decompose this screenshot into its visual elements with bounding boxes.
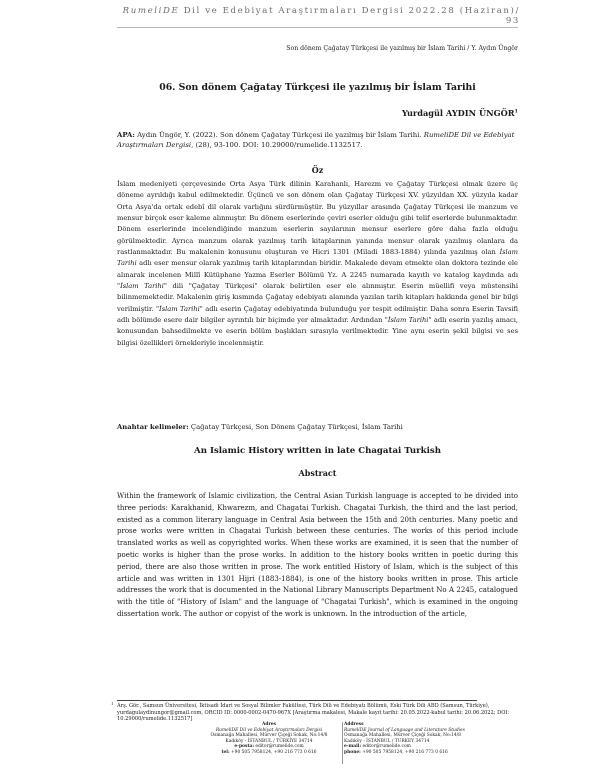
address-line: Osmanağa Mahallesi, Mürver Çiçeği Sokak, No:14/8 [210, 733, 328, 739]
email-value: editor@rumelide.com [253, 744, 304, 750]
address-english [344, 722, 504, 756]
footnote-mark: 1 [111, 701, 114, 706]
oz-part-2: adlı eser mensur olarak yazılmış tarih kitaplarından biridir. Makalede devam etmekte olan doktora tezinde ele alınarak incelenen Millî Kütüphane Yazma Eserler Bölümü Yz. A 2245 numarada kayıtlı ve katalog kaydında adı [117, 259, 518, 279]
phone-label: tel: [221, 749, 230, 755]
header-rule [117, 27, 518, 28]
journal-issue-page: Dil ve Edebiyat Araştırmaları Dergisi 2022.28 (Haziran)/ 93 [179, 6, 520, 26]
author-name: Yurdagül AYDIN ÜNGÖR [401, 108, 515, 118]
oz-abstract [117, 179, 518, 349]
apa-label: APA: [117, 131, 135, 139]
oz-title-ref-2: "İslam Tarihi" [117, 282, 167, 291]
address-line: Kadıköy - İSTANBUL / TURKEY 34714 [344, 738, 430, 744]
email-value: editor@rumelide.com [361, 744, 411, 750]
address-line: RumeliDE Journal of Language and Literature Studies [344, 727, 465, 733]
address-label: Address [344, 722, 364, 727]
author [402, 108, 518, 118]
address-line: Osmanağa Mahallesi, Mürver Çiçeği Sokak, No:14/8 [344, 733, 461, 739]
apa-citation [117, 130, 518, 151]
article-title: 06. Son dönem Çağatay Türkçesi ile yazılmış bir İslam Tarihi [159, 82, 476, 93]
journal-header [117, 6, 520, 26]
running-head: Son dönem Çağatay Türkçesi ile yazılmış bir İslam Tarihi / Y. Aydın Üngör [286, 45, 518, 52]
oz-part-3: dili "Çağatay Türkçesi" olarak belirtilen eser ele alınmıştır. Eserin müellifi veya müstensihi bilinmemektedir. Makalenin giriş kısmında Çağatay edebiyatı alanında yazılan tarih kitapları hakkında genel bir bilgi verilmiştir. [117, 282, 519, 313]
oz-part-4: adlı eserin Çağatay edebiyatında bulunduğu yer tespit edilmiştir. Daha sonra Eserin Tavsifi adlı bölümde esere dair bilgiler ayrıntılı bir biçimde yer almaktadır. Ardından [117, 304, 518, 325]
author-footnote-mark: 1 [514, 108, 518, 115]
keywords [117, 423, 518, 431]
email-label: e-posta: [234, 744, 254, 750]
oz-part-5: adlı eserin yazılış amacı, konusundan bahsedilmekte ve eserin bölüm başlıkları sırasıyla verilmektedir. Yine aynı eserin şekil bilgisi ve ses bilgisi özellikleri örnekleriyle incelenmiştir. [117, 316, 518, 347]
oz-part-1: İslam medeniyeti çerçevesinde Orta Asya Türk dilinin Karahanlı, Harezm ve Çağatay Türkçesi olmak üzere üç döneme ayrıldığı kabul edilmektedir. Üçüncü ve son dönem olan Çağatay Türkçesi XV. yüzyıldan XX. yüzyıla kadar Orta Asya'da ortak edebî dil olarak varlığını sürdürmüştür. Bu yüzyıllar arasında Çağatay Türkçesi ile manzum ve mensur birçok eser kaleme alınmıştır. Bu dönem eserlerinde çeviri eserler olduğu gibi telif eserlerde bulunmaktadır. Dönem eserlerinde incelendiğinde manzum eserlerin sayılarının mensur eserlere göre daha fazla olduğu görülmektedir. Ayrıca manzum olarak yazılmış tarih kitaplarının yanında mensur olarak yazılmış olanlara da rastlanmaktadır. Bu makalenin konusunu oluşturan ve Hicri 1301 (Miladi 1883-1884) yılında yazılmış olan [117, 180, 518, 257]
address-phone [344, 750, 504, 756]
footnote-text: Arş. Gör., Samsun Üniversitesi, İktisadi İdari ve Sosyal Bilimler Fakültesi, Türk Dili ve Edebiyatı Bölümü, Eski Türk Dili ABD (Samsun, Türkiye), yurdagulaydinungor@gmail.com, ORCID ID: 0000-0002-0470-967X [Araştırma makalesi, Makale kayıt tarihi: 20.05.2022-kabul tarihi: 20.06.2022; DOI: 10.29000/rumelide.1132517] [117, 703, 510, 723]
oz-title-ref-1: İslam Tarihi [117, 248, 518, 268]
address-line: RumeliDE Dil ve Edebiyat Araştırmaları Dergisi [215, 727, 323, 733]
keywords-text: Çağatay Türkçesi, Son Dönem Çağatay Türkçesi, İslam Tarihi [188, 423, 403, 431]
journal-name: RumeliDE [122, 6, 180, 16]
address-line: Kadıköy - İSTANBUL / TÜRKİYE 34714 [225, 738, 313, 744]
keywords-label: Anahtar kelimeler: [117, 423, 189, 431]
address-divider [342, 722, 343, 764]
address-turkish [198, 722, 340, 756]
oz-heading: Öz [311, 165, 324, 175]
english-title: An Islamic History written in late Chagatai Turkish [194, 446, 441, 456]
address-phone [198, 750, 340, 756]
footnote-rule [117, 700, 477, 701]
phone-value: +90 505 7958124, +90 216 773 0 616 [360, 749, 448, 755]
apa-journal: RumeliDE Dil ve Edebiyat Araştırmaları Dergisi [117, 131, 515, 150]
email-label: e-mail: [344, 744, 362, 750]
apa-tail: , (28), 93-100. DOI: 10.29000/rumelide.1132517. [191, 141, 363, 150]
abstract-heading: Abstract [298, 468, 337, 478]
english-abstract: Within the framework of Islamic civilization, the Central Asian Turkish language is accepted to be divided into three periods: Karakhanid, Khwarezm, and Chagatai Turkish. Chagatai Turkish, the third and the last period, existed as a common literary language in Central Asia between the 15th and 20th centuries. Many poetic and prose works were written in Chagatai Turkish between these centuries. The works of this period include translated works as well as copyrighted works. When these works are examined, it is seen that the number of poetic works is higher than the prose works. In addition to the history books written in poetic during this period, there are also those written in prose. The work entitled History of Islam, which is the subject of this article and was written in 1301 Hijri (1883-1884), is one of the history books written in prose. This article addresses the work that is documented in the National Library Manuscripts Department No A 2245, catalogued with the title of "History of Islam" and the language of "Chagatai Turkish", which is examined in the ongoing dissertation work. The author or copyist of the work is unknown. In the introduction of the article, [117, 492, 518, 618]
footnote [111, 701, 518, 723]
oz-title-ref-3: "İslam Tarihi" [155, 304, 203, 313]
address-label: Adres [261, 722, 277, 727]
apa-text: Aydın Üngör, Y. (2022). Son dönem Çağatay Türkçesi ile yazılmış bir İslam Tarihi. [134, 131, 424, 139]
oz-title-ref-4: "İslam Tarihi" [384, 316, 432, 325]
phone-label: phone: [344, 749, 361, 755]
phone-value: +90 505 7958124, +90 216 773 0 616 [229, 749, 317, 755]
